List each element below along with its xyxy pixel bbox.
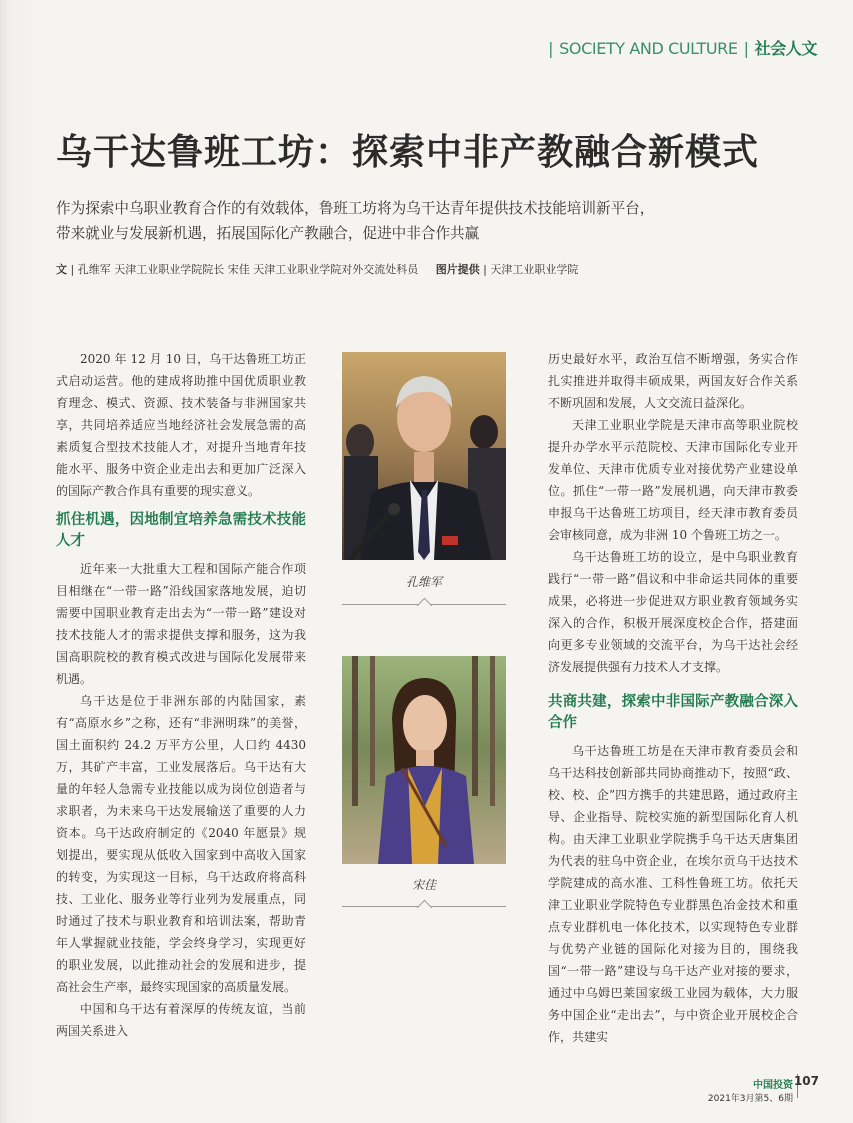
author-title: 天津工业职业学院院长 (114, 263, 225, 276)
paragraph: 中国和乌干达有着深厚的传统友谊，当前两国关系进入 (56, 1002, 306, 1038)
chevron-up-icon (417, 900, 433, 916)
author-name: 孔维军 (77, 263, 111, 276)
left-column-top (56, 348, 306, 1042)
paragraph: 天津工业职业学院是天津市高等职业院校提升办学水平示范院校、天津市国际化专业开发单位、天津市优质专业对接优势产业建设单位。抓住“一带一路”发展机遇，向天津市教委申报乌干达鲁班工坊项目，经天津市教育委员会审核同意，成为非洲 10 个鲁班工坊之一。 (548, 418, 798, 542)
paragraph: 2020 年 12 月 10 日，乌干达鲁班工坊正式启动运营。他的建成将助推中国优质职业教育理念、模式、资源、技术装备与非洲国家共享，共同培养适应当地经济社会发展急需的高素质复合型技术技能人才，对提升当地青年技能水平、服务中资企业走出去和更加广泛深入的国际产教合作具有重要的现实意义。 (56, 352, 306, 498)
header-divider: | (548, 39, 554, 58)
portrait-image (342, 352, 506, 560)
author-title: 天津工业职业学院对外交流处科员 (253, 263, 419, 276)
photo-credit-source: 天津工业职业学院 (490, 263, 579, 276)
section-title-en: SOCIETY AND CULTURE (559, 39, 738, 58)
page-number: 107 (793, 1074, 819, 1088)
byline: 文 | 孔维军 天津工业职业学院院长 宋佳 天津工业职业学院对外交流处科员 图片提供 | 天津工业职业学院 (56, 263, 579, 276)
section-heading: 共商共建，探索中非国际产教融合深入合作 (548, 694, 798, 731)
article-lead (56, 196, 816, 246)
portrait-image (342, 656, 506, 864)
paragraph: 乌干达是位于非洲东部的内陆国家，素有“高原水乡”之称，还有“非洲明珠”的美誉，国土面积约 24.2 万平方公里，人口约 4430 万，其矿产丰富，工业发展落后。乌干达有大量的年轻人急需专业技能以成为岗位创造者与求职者，为未来乌干达发展输送了重要的人力资本。乌干达政府制定的《2040 年愿景》规划提出，要实现从低收入国家到中高收入国家的转变，为实现这一目标，乌干达政府将高科技、工业化、服务业等行业列为发展重点，同时通过了技术与职业教育和培训法案，帮助青年人掌握就业技能，学会终身学习，实现更好的职业发展，以此推动社会的发展和进步，提高社会生产率，最终实现国家的高质量发展。 (56, 694, 306, 994)
paragraph: 乌干达鲁班工坊的设立，是中乌职业教育践行“一带一路”倡议和中非命运共同体的重要成果，必将进一步促进双方职业教育领域务实深入的合作，积极开展深度校企合作，搭建面向更多专业领域的交流平台，为乌干达社会经济发展提供强有力技术人才支撑。 (548, 550, 798, 674)
section-heading: 抓住机遇，因地制宜培养急需技术技能人才 (56, 512, 306, 549)
lead-line: 带来就业与发展新机遇，拓展国际化产教融合，促进中非合作共赢 (56, 225, 480, 242)
page-footer (707, 1074, 819, 1104)
photo-credit-label: 图片提供 (435, 263, 480, 276)
lead-line: 作为探索中乌职业教育合作的有效载体，鲁班工坊将为乌干达青年提供技术技能培训新平台， (56, 200, 655, 217)
section-header (542, 36, 817, 59)
photo-caption: 宋佳 (411, 878, 436, 892)
section-title-cn: 社会人文 (754, 39, 817, 58)
issue-info: 2021年3月第5、6期 (707, 1094, 793, 1104)
portrait-photo-kong (342, 352, 506, 560)
article-title: 乌干达鲁班工坊：探索中非产教融合新模式 (56, 131, 760, 173)
chevron-up-icon (417, 598, 433, 614)
byline-label: 文 (56, 263, 67, 276)
magazine-name: 中国投资 (753, 1080, 793, 1091)
author-name: 宋佳 (227, 263, 250, 276)
right-column (548, 348, 798, 1048)
photo-caption: 孔维军 (405, 575, 442, 589)
portrait-photo-song (342, 656, 506, 864)
paragraph: 乌干达鲁班工坊是在天津市教育委员会和乌干达科技创新部共同协商推动下，按照“政、校、校、企”四方携手的共建思路，通过政府主导、企业指导、院校实施的新型国际化育人机构。由天津工业职业学院携手乌干达天唐集团为代表的驻乌中资企业，在埃尔贡乌干达技术学院建成的高水准、工科性鲁班工坊。依托天津工业职业学院特色专业群黑色冶金技术和重点专业群机电一体化技术，以实现特色专业群与优势产业链的国际化对接为目的，围绕我国“一带一路”建设与乌干达产业对接的要求，通过中乌姆巴莱国家级工业园为载体，大力服务中国企业“走出去”，与中资企业开展校企合作，共建实 (548, 744, 798, 1044)
paragraph: 近年来一大批重大工程和国际产能合作项目相继在“一带一路”沿线国家落地发展，迫切需要中国职业教育走出去为“一带一路”建设对技术技能人才的需求提供支撑和服务，这为我国高职院校的教育模式改进与国际化发展带来机遇。 (56, 562, 306, 686)
header-divider: | (743, 39, 749, 58)
paragraph: 历史最好水平，政治互信不断增强，务实合作扎实推进并取得丰硕成果，两国友好合作关系不断巩固和发展，人文交流日益深化。 (548, 352, 798, 410)
